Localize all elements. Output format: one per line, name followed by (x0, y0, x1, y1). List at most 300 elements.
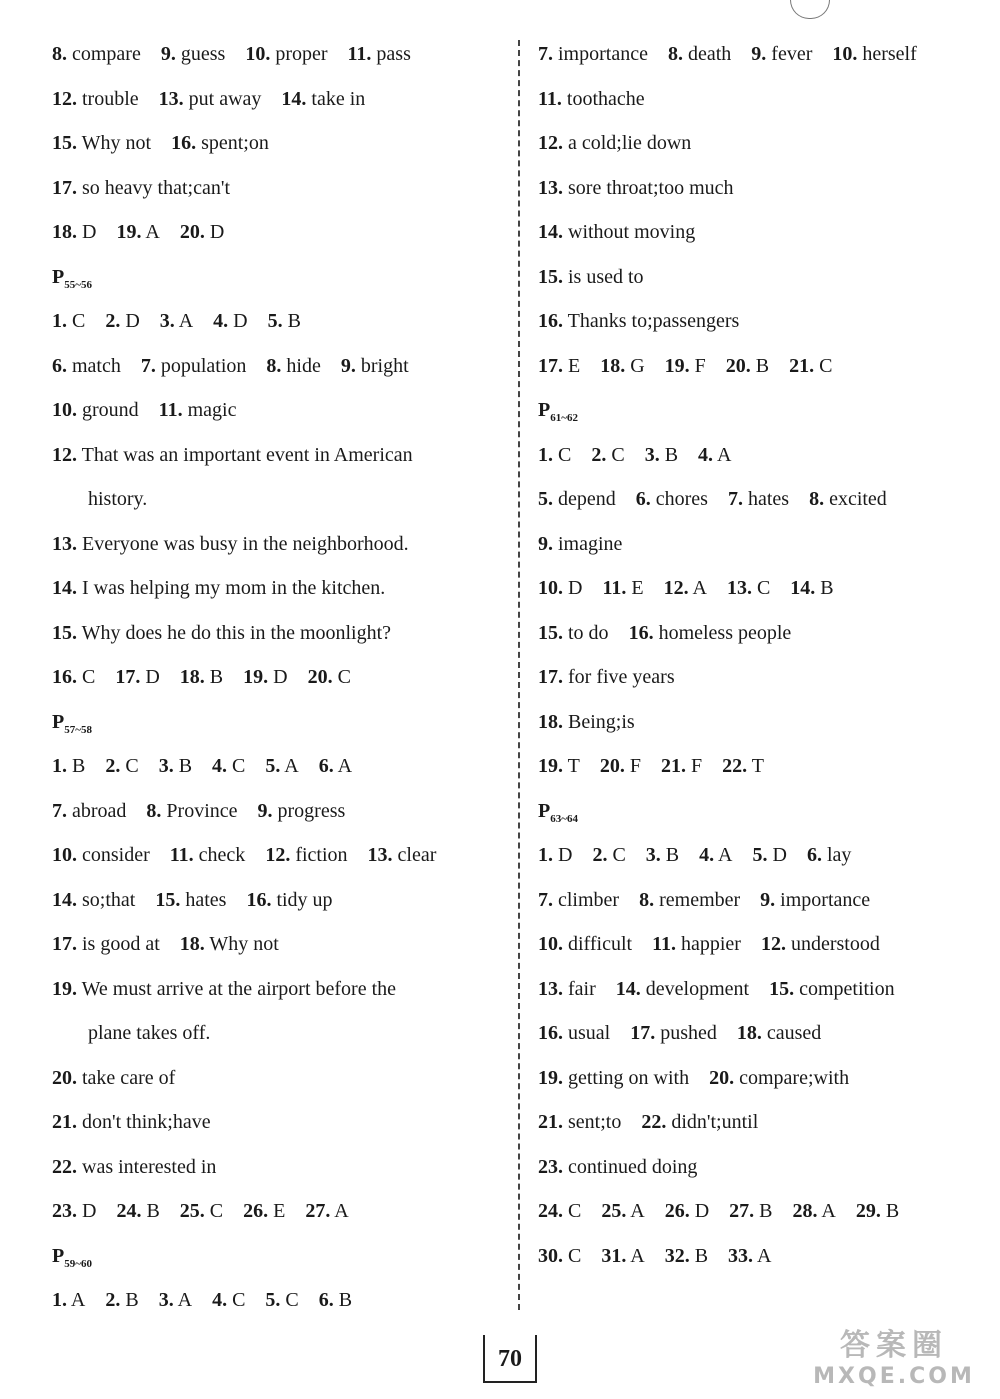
question-number: 12. (52, 87, 77, 110)
answer-item (729, 1189, 772, 1234)
question-number: 23. (52, 1200, 77, 1222)
question-number: 4. (212, 1289, 228, 1311)
question-number: 1. (52, 310, 67, 332)
answer-item (856, 1189, 899, 1234)
answer-line (538, 1011, 988, 1056)
answer-text: consider (82, 844, 150, 866)
answer-item (722, 744, 764, 789)
question-number: 20. (307, 666, 333, 688)
answer-text: getting on with (568, 1066, 690, 1089)
answer-line (52, 121, 502, 166)
question-number: 7. (538, 43, 553, 65)
answer-line (52, 967, 502, 1012)
answer-item (159, 388, 237, 433)
answer-line (52, 299, 502, 344)
answer-text: C (72, 310, 86, 332)
answer-text: pushed (660, 1022, 717, 1044)
answer-line (538, 1100, 988, 1145)
answer-item (538, 344, 580, 389)
question-number: 5. (265, 755, 281, 777)
answer-text: progress (277, 799, 346, 822)
answer-item (180, 655, 223, 700)
answer-item (265, 1278, 298, 1323)
answer-item (243, 655, 287, 700)
answer-line (52, 655, 502, 700)
answer-line (52, 1189, 502, 1234)
answer-line (538, 967, 988, 1012)
answer-item (52, 1145, 216, 1190)
answer-text: Why does he do this in the moonlight? (81, 621, 392, 644)
question-number: 3. (644, 443, 660, 466)
answer-line (52, 833, 502, 878)
answer-text: chores (655, 488, 708, 510)
answer-text: T (751, 755, 764, 777)
question-number: 19. (664, 354, 690, 377)
question-number: 17. (52, 933, 77, 955)
question-number: 12. (265, 844, 291, 866)
answer-item (52, 833, 150, 878)
question-number: 13. (538, 977, 563, 1000)
question-number: 8. (667, 43, 683, 65)
question-number: 19. (116, 221, 142, 243)
answer-text: B (755, 354, 770, 377)
answer-text: A (630, 1244, 645, 1267)
answer-text: C (82, 666, 96, 688)
answer-item (538, 878, 619, 923)
answer-line (538, 433, 988, 478)
answer-text: so heavy that;can't (82, 176, 230, 199)
answer-item (265, 833, 347, 878)
question-number: 5. (538, 488, 553, 510)
answer-line (538, 477, 988, 522)
answer-item (652, 922, 741, 967)
answer-item (665, 1234, 708, 1279)
answer-text: history. (88, 488, 148, 510)
answer-item (52, 967, 396, 1012)
answer-item (161, 32, 225, 77)
question-number: 30. (538, 1244, 563, 1267)
answer-item (52, 744, 85, 789)
answer-line (538, 922, 988, 967)
question-number: 4. (212, 755, 228, 777)
answer-item (116, 1189, 159, 1234)
column-divider (518, 40, 520, 1310)
question-number: 11. (602, 577, 627, 599)
question-number: 13. (726, 577, 752, 599)
question-number: 18. (52, 221, 77, 243)
answer-item (538, 210, 695, 255)
answer-text: B (178, 755, 193, 777)
section-page-label (538, 799, 578, 825)
question-number: 24. (538, 1200, 563, 1222)
answer-text: A (716, 443, 732, 466)
answer-line (538, 210, 988, 255)
answer-text: importance (780, 888, 871, 911)
answer-item (348, 32, 411, 77)
answer-line (538, 611, 988, 656)
answer-text: D (273, 666, 288, 688)
answer-item (159, 77, 262, 122)
question-number: 9. (340, 354, 356, 377)
question-number: 11. (169, 844, 194, 866)
answer-item (728, 1234, 771, 1279)
answer-text: for five years (568, 666, 675, 688)
answer-item (538, 922, 632, 967)
page-number: 70 (483, 1335, 537, 1383)
question-number: 3. (158, 1289, 174, 1311)
answer-line (52, 878, 502, 923)
answer-text: A (70, 1289, 86, 1311)
section-page-label (52, 710, 92, 736)
question-number: 18. (538, 710, 563, 733)
question-number: 22. (722, 755, 748, 777)
answer-text: hide (286, 354, 321, 377)
question-number: 1. (538, 844, 553, 866)
answer-text: D (145, 666, 160, 688)
answer-item (538, 967, 596, 1012)
answer-item (116, 210, 159, 255)
answer-item (266, 344, 320, 389)
answer-item (664, 566, 707, 611)
answer-text: B (664, 443, 679, 466)
question-number: 17. (538, 354, 563, 377)
question-number: 14. (790, 577, 816, 599)
question-number: 22. (52, 1155, 77, 1178)
answer-text: D (209, 221, 225, 243)
answer-text: C (232, 755, 246, 777)
question-number: 6. (52, 354, 67, 377)
question-number: 8. (639, 888, 655, 911)
answer-item (368, 833, 437, 878)
answer-text: D (694, 1200, 710, 1222)
question-number: 16. (538, 1022, 563, 1044)
answer-line (538, 32, 988, 77)
answer-text: guess (180, 43, 226, 65)
question-number: 11. (347, 43, 372, 65)
question-number: 21. (789, 354, 815, 377)
answer-text: D (558, 844, 573, 866)
answer-item (592, 833, 625, 878)
answer-line (52, 1011, 502, 1056)
question-number: 21. (52, 1111, 77, 1133)
question-number: 7. (727, 488, 743, 510)
answer-text: usual (568, 1022, 611, 1044)
answer-text: F (694, 354, 706, 377)
answer-item (665, 1189, 709, 1234)
answer-text: difficult (568, 933, 633, 955)
answer-item (789, 344, 832, 389)
answer-item (646, 833, 679, 878)
answer-line (538, 1056, 988, 1101)
question-number: 4. (213, 310, 229, 332)
question-number: 12. (663, 577, 689, 599)
answer-line (52, 922, 502, 967)
question-number: 1. (52, 1289, 67, 1311)
answer-text: B (885, 1200, 900, 1222)
answer-text: competition (799, 977, 895, 1000)
answer-item (52, 1189, 96, 1234)
answer-item (538, 1011, 610, 1056)
answer-line (538, 1145, 988, 1190)
answer-text: E (568, 354, 581, 377)
question-number: 6. (635, 488, 651, 510)
question-number: 12. (760, 933, 786, 955)
question-number: 21. (538, 1111, 563, 1133)
answer-text: A (178, 310, 194, 332)
answer-text: plane takes off. (88, 1022, 211, 1044)
question-number: 10. (245, 43, 271, 65)
answer-text: match (72, 354, 121, 377)
section-heading (52, 1234, 502, 1279)
question-number: 31. (601, 1244, 627, 1267)
question-number: 10. (538, 577, 563, 599)
answer-item (246, 878, 332, 923)
answer-text: spent;on (201, 132, 269, 154)
question-number: 9. (160, 43, 176, 65)
question-number: 5. (267, 310, 283, 332)
answer-text: B (694, 1244, 709, 1267)
question-number: 4. (698, 443, 714, 466)
section-heading (538, 789, 988, 834)
answer-item (538, 566, 582, 611)
answer-item (661, 744, 702, 789)
answer-item (538, 255, 644, 300)
question-number: 15. (538, 621, 563, 644)
question-number: 18. (600, 354, 626, 377)
question-number: 14. (52, 888, 77, 911)
answer-item (159, 744, 192, 789)
watermark-logo (804, 1320, 984, 1389)
answer-item (52, 121, 151, 166)
answer-text: sore throat;too much (568, 176, 734, 199)
question-number: 12. (52, 443, 77, 466)
answer-text: happier (680, 933, 741, 955)
question-number: 22. (641, 1111, 667, 1133)
answer-item (761, 922, 880, 967)
answer-item (538, 166, 734, 211)
answer-text: B (146, 1200, 160, 1222)
answer-text: D (233, 310, 248, 332)
answer-line (52, 522, 502, 567)
answer-item (538, 611, 609, 656)
answer-item (268, 299, 301, 344)
answer-item (790, 566, 833, 611)
answer-text: compare;with (739, 1066, 850, 1089)
section-page-label (52, 265, 92, 291)
answer-text: C (612, 844, 626, 866)
answer-text: climber (558, 888, 620, 911)
question-number: 21. (660, 755, 686, 777)
section-prefix: P (538, 399, 551, 421)
answer-text: F (690, 755, 703, 777)
answer-text: C (125, 755, 139, 777)
answer-line (52, 388, 502, 433)
section-page-label (538, 399, 578, 424)
answer-text: A (692, 577, 707, 599)
answer-item (212, 744, 245, 789)
question-number: 27. (729, 1200, 755, 1222)
answer-text: proper (275, 43, 328, 65)
question-number: 7. (140, 354, 156, 377)
answer-text: A (145, 221, 160, 243)
question-number: 11. (538, 87, 562, 110)
answer-item (52, 611, 391, 656)
question-number: 32. (664, 1244, 690, 1267)
answer-text: Being;is (568, 710, 635, 733)
question-number: 3. (159, 310, 175, 332)
question-number: 29. (855, 1200, 881, 1222)
answer-text: importance (558, 43, 648, 65)
answer-line (538, 522, 988, 567)
answer-text: C (232, 1289, 246, 1311)
answer-item (52, 433, 413, 478)
answer-line (52, 1056, 502, 1101)
question-number: 9. (751, 43, 767, 65)
answer-item (52, 522, 409, 567)
question-number: 16. (171, 132, 197, 154)
section-page-range: 59~60 (64, 1257, 92, 1270)
answer-text: Thanks to;passengers (567, 310, 740, 332)
answer-line (52, 1145, 502, 1190)
answer-text: C (337, 666, 351, 688)
answer-text: herself (862, 43, 917, 65)
answer-item (751, 32, 812, 77)
answer-text: C (285, 1289, 299, 1311)
answer-item (601, 1189, 644, 1234)
answer-item (213, 299, 247, 344)
answer-item (538, 655, 675, 700)
answer-item (141, 344, 247, 389)
answer-text: A (630, 1200, 645, 1222)
answer-text: B (820, 577, 834, 599)
answer-item (668, 32, 731, 77)
answer-text: hates (747, 488, 790, 510)
answer-line (52, 32, 502, 77)
answer-item (538, 744, 580, 789)
answer-text: B (72, 755, 86, 777)
question-number: 20. (52, 1066, 77, 1089)
section-heading (538, 388, 988, 433)
answer-text: homeless people (658, 621, 792, 644)
answer-line (538, 77, 988, 122)
answer-text: A (334, 1200, 349, 1222)
answer-item (760, 878, 870, 923)
question-number: 4. (699, 844, 715, 866)
answer-item (793, 1189, 836, 1234)
answer-text: C (568, 1200, 582, 1222)
answer-item (636, 477, 708, 522)
answer-item (88, 477, 147, 522)
question-number: 3. (158, 755, 174, 777)
answer-item (52, 1278, 85, 1323)
answer-text: fever (771, 43, 813, 65)
answer-item (52, 878, 135, 923)
answer-item (88, 1011, 210, 1056)
left-column (52, 32, 502, 1323)
answer-item (728, 477, 789, 522)
question-number: 20. (725, 354, 751, 377)
answer-item (538, 1056, 689, 1101)
question-number: 13. (367, 844, 393, 866)
answer-item (155, 878, 226, 923)
answer-item (645, 433, 678, 478)
answer-text: D (125, 310, 140, 332)
question-number: 15. (538, 265, 563, 288)
answer-item (538, 77, 645, 122)
answer-item (159, 1278, 192, 1323)
question-number: 1. (52, 755, 67, 777)
answer-item (538, 1100, 621, 1145)
question-number: 2. (592, 844, 608, 866)
question-number: 8. (52, 43, 67, 65)
question-number: 16. (246, 888, 272, 911)
answer-text: A (284, 755, 299, 777)
answer-text: fair (568, 977, 596, 1000)
answer-text: A (718, 844, 733, 866)
answer-text: without moving (568, 221, 696, 243)
answer-text: B (287, 310, 301, 332)
answer-line (538, 655, 988, 700)
answer-text: tidy up (276, 888, 333, 911)
answer-text: continued doing (568, 1155, 698, 1178)
question-number: 8. (146, 799, 162, 822)
answer-text: put away (188, 87, 262, 110)
answer-text: compare (72, 43, 141, 65)
answer-item (52, 388, 139, 433)
answer-item (726, 344, 769, 389)
answer-item (538, 522, 622, 567)
answer-text: so;that (82, 888, 136, 911)
answer-text: Why not (209, 933, 279, 955)
section-page-range: 55~56 (64, 278, 92, 291)
answer-text: sent;to (568, 1111, 622, 1133)
answer-text: A (177, 1289, 193, 1311)
answer-text: development (645, 977, 750, 1000)
answer-item (160, 299, 193, 344)
answer-text: magic (187, 399, 237, 421)
answer-text: Everyone was busy in the neighborhood. (82, 532, 409, 555)
answer-text: C (819, 354, 833, 377)
answer-line (538, 744, 988, 789)
question-number: 19. (52, 977, 77, 1000)
answer-item (698, 433, 731, 478)
answer-text: C (568, 1244, 582, 1267)
question-number: 7. (538, 888, 553, 911)
answer-text: toothache (566, 87, 645, 110)
question-number: 19. (243, 666, 269, 688)
question-number: 13. (52, 532, 77, 555)
question-number: 3. (645, 844, 661, 866)
question-number: 14. (538, 221, 563, 243)
answer-text: D (772, 844, 787, 866)
question-number: 18. (179, 666, 205, 688)
answer-text: lay (826, 844, 852, 866)
answer-text: E (273, 1200, 286, 1222)
question-number: 2. (105, 755, 121, 777)
answer-item (243, 1189, 285, 1234)
question-number: 16. (52, 666, 77, 688)
answer-text: D (568, 577, 583, 599)
answer-item (538, 833, 572, 878)
answer-item (319, 1278, 352, 1323)
answer-line (538, 1189, 988, 1234)
answer-item (105, 1278, 138, 1323)
answer-text: don't think;have (82, 1111, 211, 1133)
question-number: 10. (538, 933, 563, 955)
answer-item (600, 344, 644, 389)
question-number: 15. (769, 977, 795, 1000)
answer-text: A (756, 1244, 772, 1267)
